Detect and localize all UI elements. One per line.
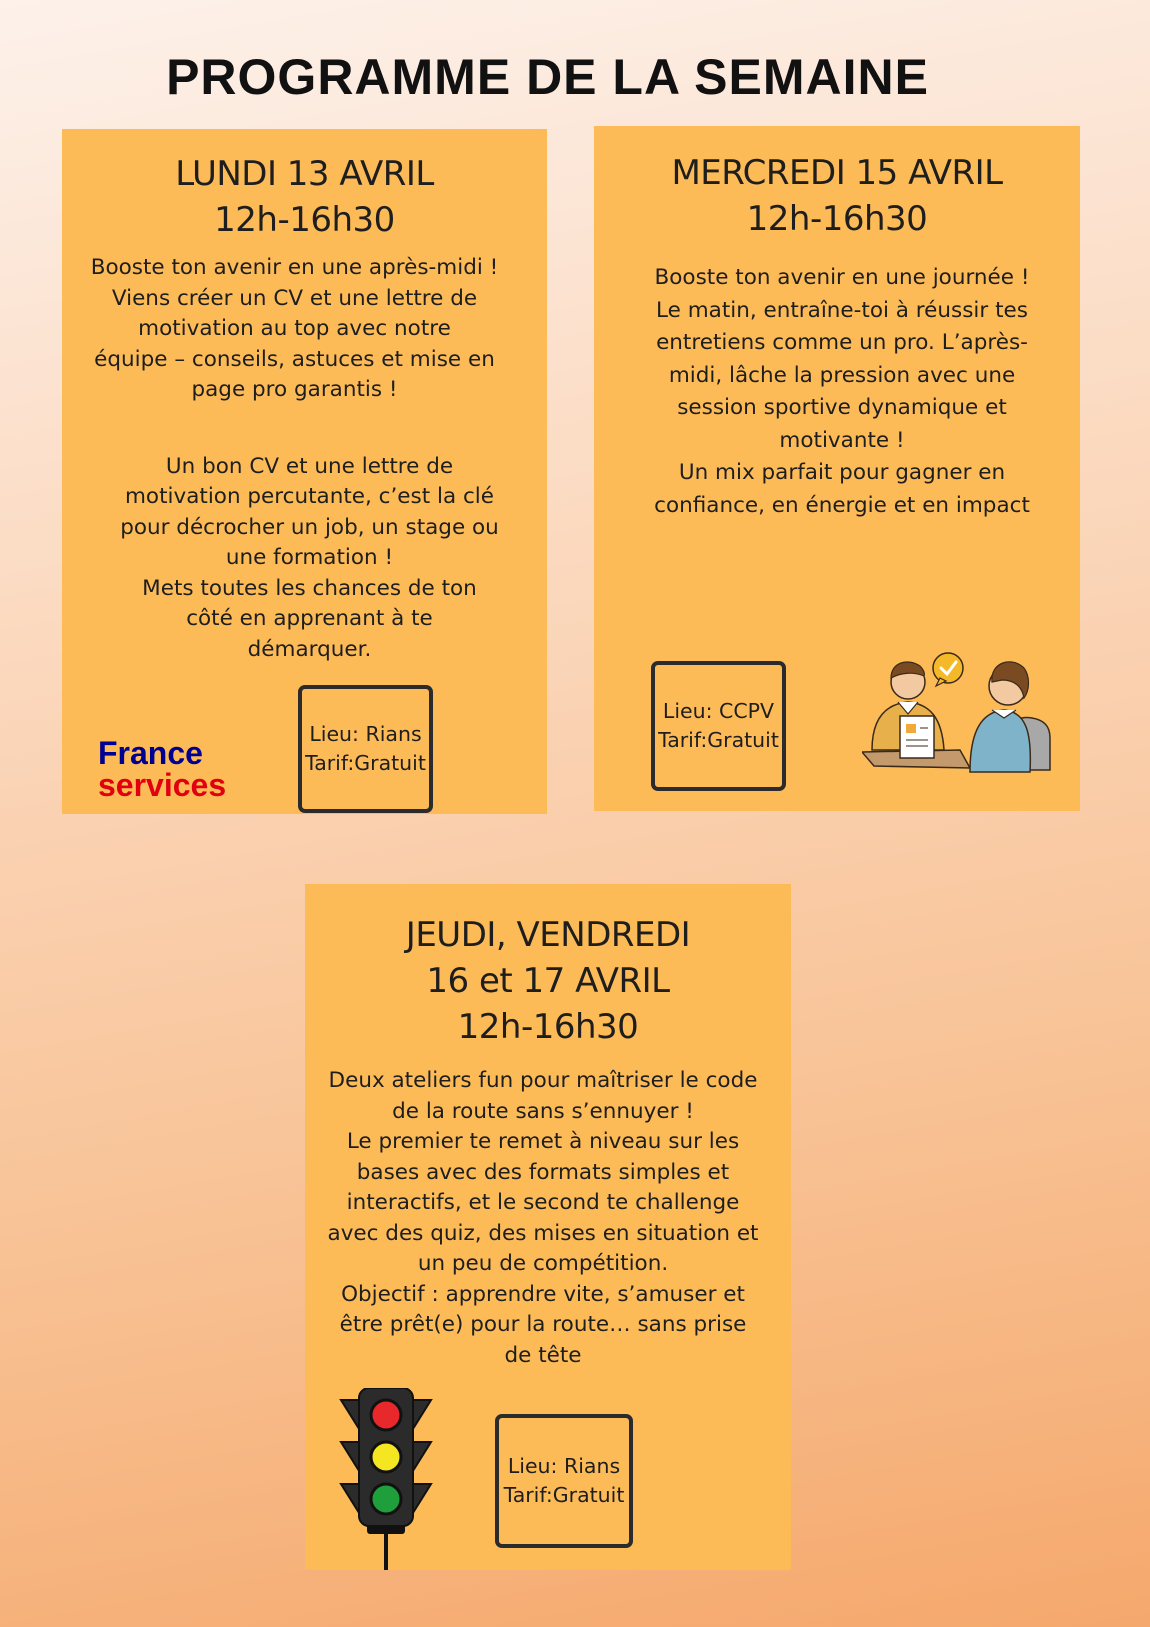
text-line: de tête — [504, 1342, 582, 1368]
text-line: Mets toutes les chances de ton — [142, 575, 477, 601]
location-box — [298, 685, 433, 813]
card-monday — [62, 129, 547, 814]
text-line: motivante ! — [779, 427, 905, 453]
card-thursday-friday — [305, 884, 791, 1570]
text-line: Deux ateliers fun pour maîtriser le code — [328, 1068, 758, 1093]
text-line: être prêt(e) pour la route… sans prise — [339, 1312, 747, 1337]
traffic-light-icon — [339, 1388, 433, 1570]
text-line: de la route sans s’ennuyer ! — [392, 1098, 694, 1124]
text-line: une formation ! — [225, 545, 394, 570]
card-day: JEUDI, VENDREDI — [405, 915, 691, 955]
text-line: page pro garantis ! — [191, 377, 398, 402]
card-day: LUNDI 13 AVRIL — [175, 154, 434, 194]
card-description-2 — [72, 452, 547, 666]
card-time: 12h-16h30 — [746, 199, 928, 239]
text-line: Objectif : apprendre vite, s’amuser et — [341, 1281, 745, 1307]
text-line: Booste ton avenir en une après-midi ! — [90, 255, 499, 280]
text-line: motivation percutante, c’est la clé — [124, 484, 495, 509]
card-dates: 16 et 17 AVRIL — [426, 961, 670, 1001]
text-line: Le premier te remet à niveau sur les — [346, 1129, 740, 1154]
text-line: Un mix parfait pour gagner en — [678, 460, 1006, 485]
location-box — [495, 1414, 633, 1548]
text-line: midi, lâche la pression avec une — [668, 362, 1016, 388]
text-line: Booste ton avenir en une journée ! — [654, 265, 1030, 290]
text-line: un peu de compétition. — [417, 1251, 669, 1276]
text-line: Un bon CV et une lettre de — [165, 453, 454, 479]
text-line: session sportive dynamique et — [677, 395, 1007, 420]
card-description — [604, 262, 1080, 522]
text-line: Viens créer un CV et une lettre de — [111, 285, 478, 311]
text-line: pour décrocher un job, un stage ou — [120, 514, 499, 540]
card-time: 12h-16h30 — [214, 200, 395, 240]
card-wednesday — [594, 126, 1080, 811]
text-line: interactifs, et le second te challenge — [346, 1190, 740, 1215]
location-box — [651, 661, 786, 791]
text-line: confiance, en énergie et en impact — [654, 492, 1030, 518]
card-description — [295, 1066, 791, 1371]
text-line: motivation au top avec notre — [138, 316, 451, 341]
card-time: 12h-16h30 — [457, 1007, 639, 1047]
card-description — [42, 253, 547, 406]
location-label: Lieu: Rians — [309, 722, 422, 746]
price-label: Tarif:Gratuit — [503, 1483, 625, 1507]
logo-line-1: France — [98, 735, 203, 771]
card-day: MERCREDI 15 AVRIL — [671, 153, 1003, 193]
location-label: Lieu: CCPV — [662, 699, 775, 723]
interview-illustration — [862, 646, 1062, 791]
text-line: Le matin, entraîne-toi à réussir tes — [656, 297, 1028, 323]
text-line: entretiens comme un pro. L’après- — [656, 330, 1028, 355]
text-line: démarquer. — [247, 636, 372, 662]
france-services-logo — [98, 737, 226, 801]
text-line: bases avec des formats simples et — [356, 1159, 730, 1185]
price-label: Tarif:Gratuit — [305, 751, 426, 775]
logo-line-2: services — [98, 767, 227, 803]
text-line: avec des quiz, des mises en situation et — [327, 1220, 759, 1246]
page-title: PROGRAMME DE LA SEMAINE — [166, 49, 929, 105]
location-label: Lieu: Rians — [507, 1454, 621, 1478]
price-label: Tarif:Gratuit — [658, 728, 779, 752]
text-line: équipe – conseils, astuces et mise en — [94, 346, 495, 372]
text-line: côté en apprenant à te — [186, 606, 433, 631]
